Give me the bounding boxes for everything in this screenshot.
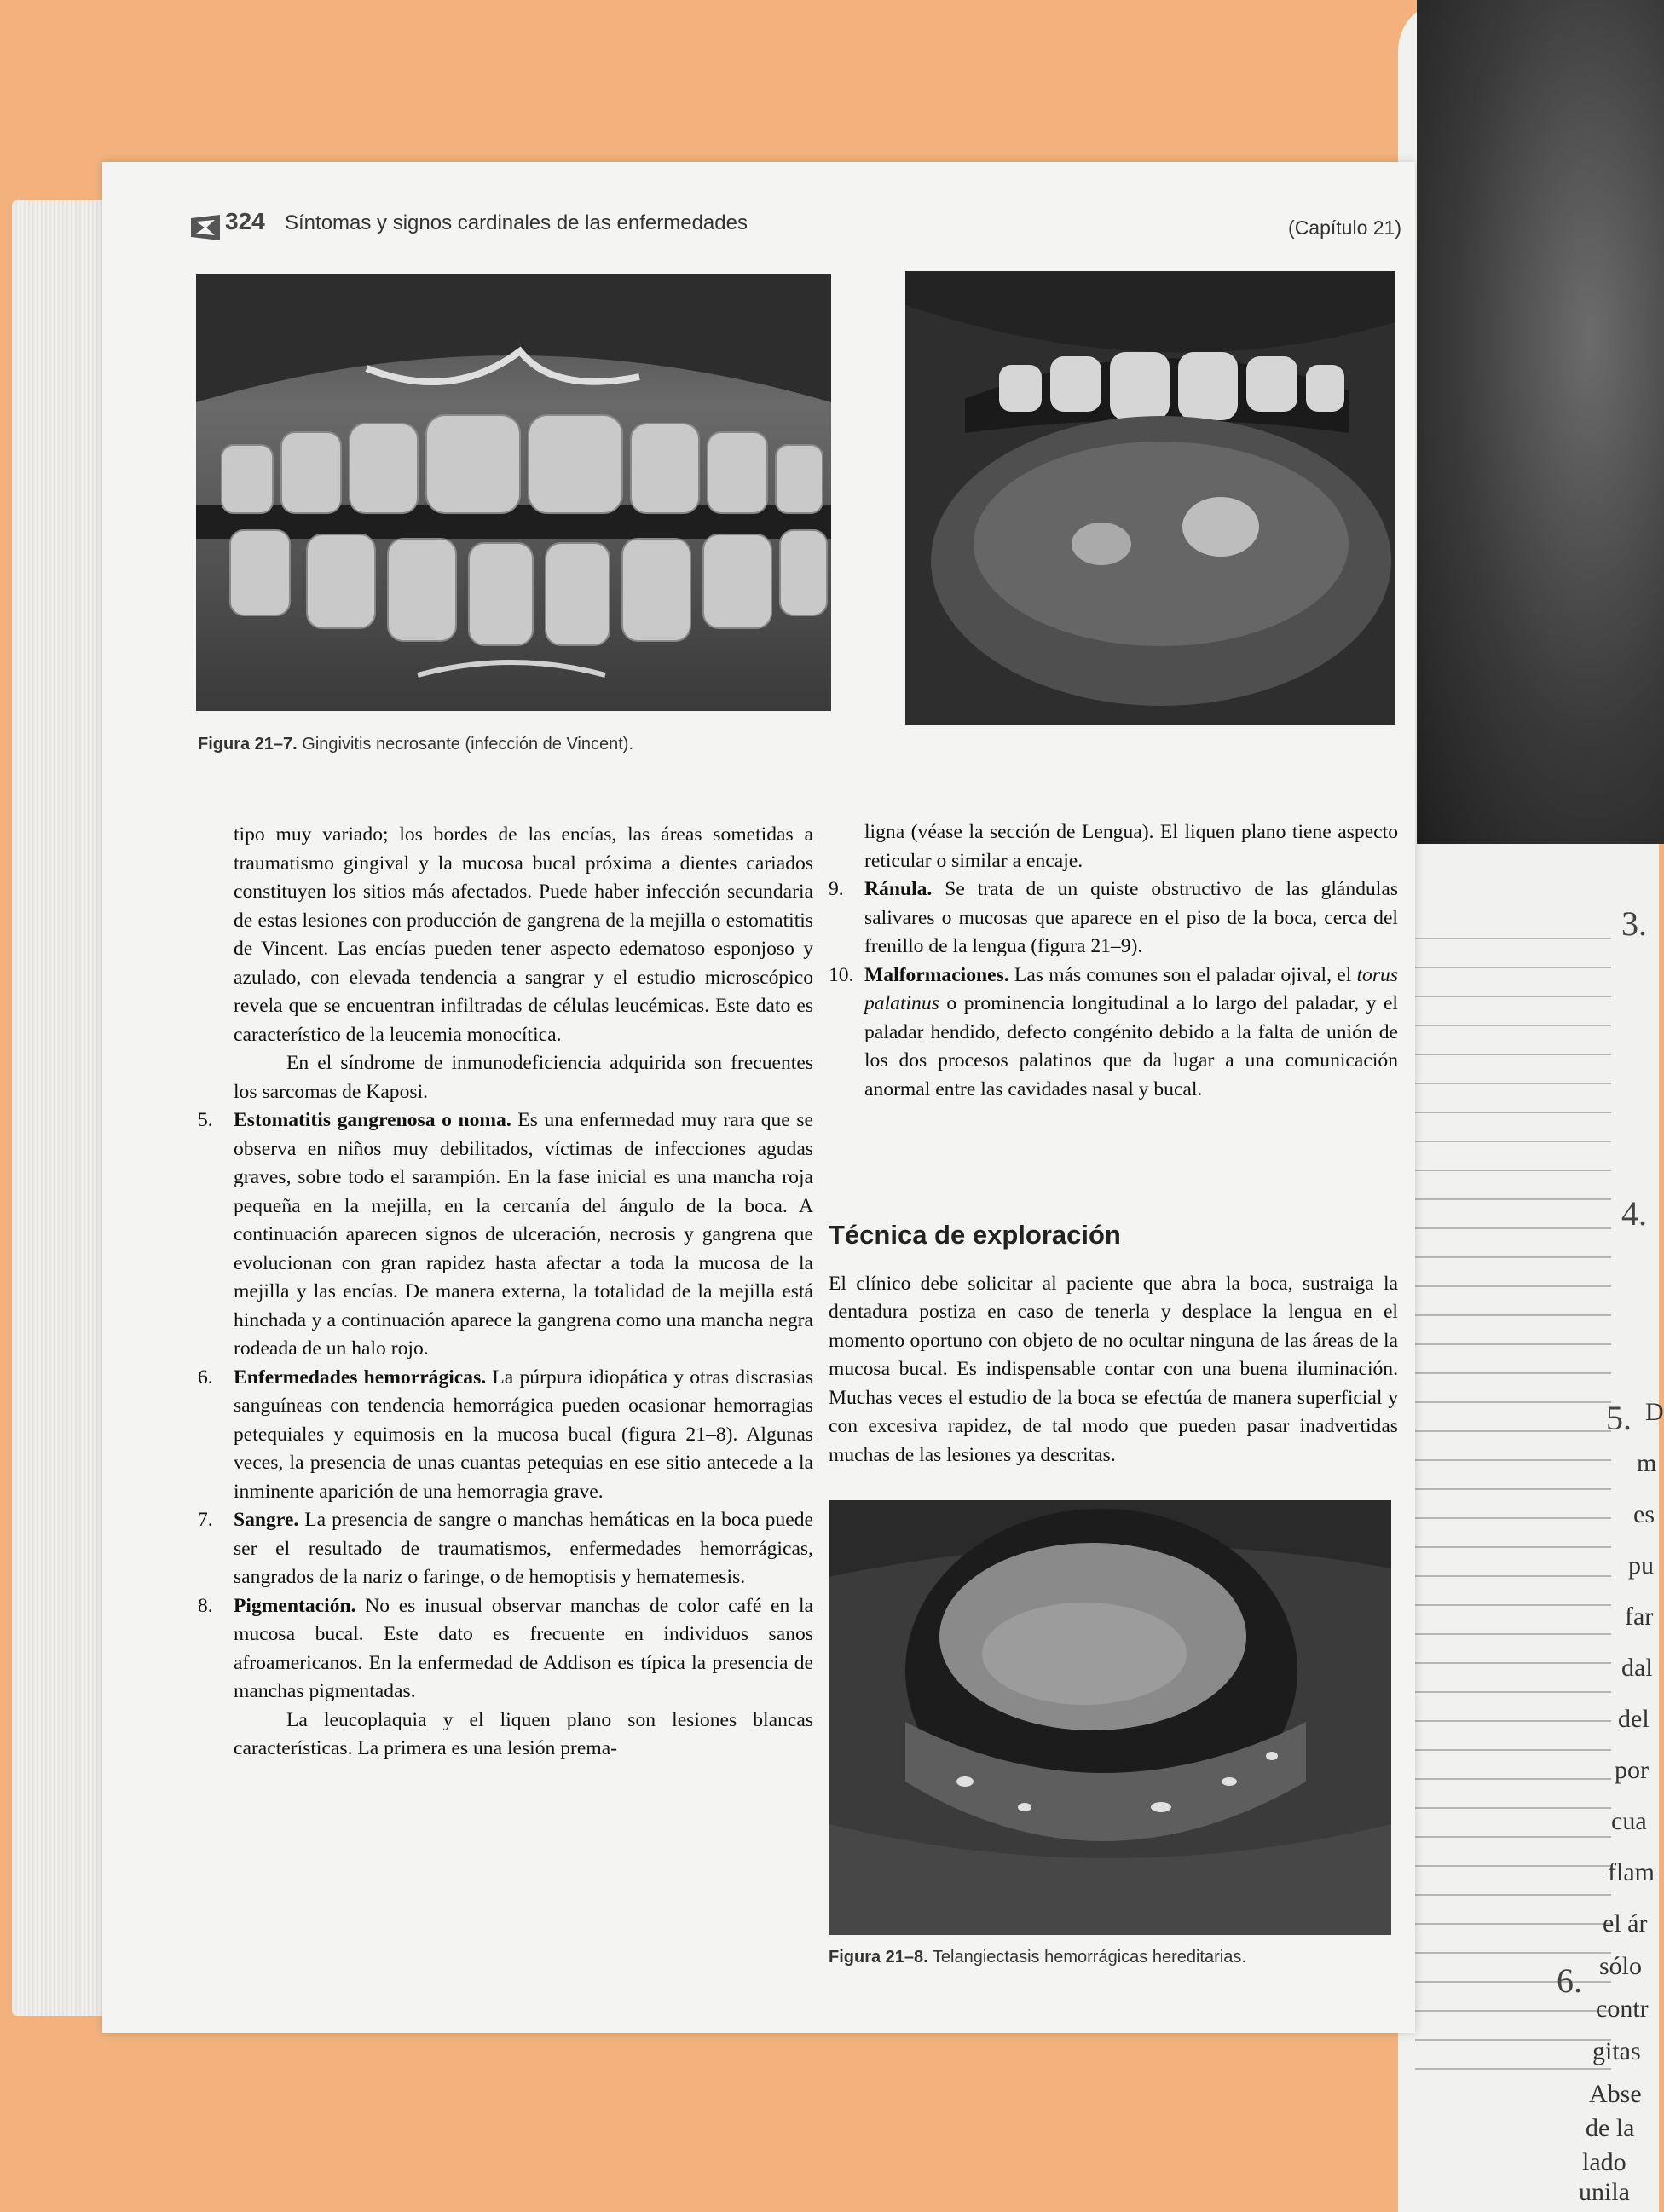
figure-21-8-label: Figura 21–8. — [829, 1948, 928, 1967]
leukemia-paragraph: tipo muy variado; los bordes de las encías, las áreas sometidas a traumatismo gingival y la mucosa bucal próxima a dientes cariados constituyen los sitios más afectados. Puede haber infección secundaria de estas lesiones con producción de gangrena de la mejilla o estomatitis de Vincent. Las encías pueden tener aspecto edematoso esponjoso y azulado, con elevada tendencia a sangrar y el estudio microscópico revela que se encuentran infiltradas de células leucémicas. Este dato es característico de la leucemia monocítica. — [234, 823, 813, 1046]
list-italic-term: torus palatinus — [864, 963, 1398, 1014]
list-item-9 — [829, 875, 1398, 962]
list-item-6 — [198, 1364, 813, 1507]
publisher-logo-icon — [191, 215, 220, 240]
exploration-paragraph: El clínico debe solicitar al paciente que abra la boca, sustraiga la dentadura postiza en caso de tenerla y desplace la lengua en el momento oportuno con objeto de no ocultar ninguna de las áreas de la mucosa bucal. Es indispensable contar con una buena iluminación. Muchas veces el estudio de la boca se efectúa de manera superficial y con excesiva rapidez, de tal modo que pueden pasar inadvertidas muchas de las lesiones ya descritas. — [829, 1272, 1398, 1466]
list-term: Ránula. — [864, 878, 933, 900]
list-item-10 — [829, 962, 1398, 1105]
book-page — [102, 162, 1415, 2033]
next-page-fragment: Abse — [1589, 2080, 1642, 2108]
list-term: Enfermedades hemorrágicas. — [234, 1366, 487, 1389]
book-page-edges — [12, 200, 106, 2016]
next-page-fragment: dal — [1621, 1654, 1653, 1682]
section-heading: Técnica de exploración — [829, 1220, 1121, 1250]
figure-21-8-photo — [829, 1500, 1391, 1935]
figure-21-7-caption — [198, 735, 633, 754]
figure-21-7-label: Figura 21–7. — [198, 735, 298, 754]
next-page-fragment: contr — [1596, 1995, 1649, 2023]
list-text: Las más comunes son el paladar ojival, el — [1008, 963, 1357, 986]
list-text: La presencia de sangre o manchas hemáticas en la boca puede ser el resultado de traumatismos, enfermedades hemorrágicas, sangrados de la nariz o faringe, o de hemoptisis y hematemesis. — [234, 1509, 813, 1588]
page-header — [191, 208, 1401, 247]
facing-page-photo — [1417, 0, 1664, 844]
left-text-column — [198, 821, 813, 1764]
next-page-fragment: lado — [1582, 2148, 1626, 2176]
list-term: Sangre. — [234, 1509, 299, 1531]
right-text-column — [829, 818, 1398, 1104]
next-page-fragment: D — [1645, 1398, 1664, 1426]
leukoplakia-paragraph: La leucoplaquia y el liquen plano son lesiones blancas características. La primera es una lesión prema- — [234, 1708, 813, 1759]
list-text: Se trata de un quiste obstructivo de las glándulas salivares o mucosas que aparece en el piso de la boca, cerca del frenillo de la lengua (figura 21–9). — [864, 878, 1398, 957]
next-page-fragment: el ár — [1603, 1909, 1648, 1938]
list-text: Es una enfermedad muy rara que se observa en niños muy debilitados, víctimas de infecciones agudas graves, sobre todo el sarampión. En la fase inicial es una mancha roja pequeña en la mejilla, en la cercanía del ángulo de la boca. A continuación aparecen signos de ulceración, necrosis y gangrena que evolucionan con gran rapidez hasta afectar a toda la mucosa de la mejilla y las encías. De manera externa, la totalidad de la mejilla está hinchada y a continuación aparece la gangrena como una mancha negra rodeada de un halo rojo. — [234, 1109, 813, 1360]
next-page-mark-5: 5. — [1606, 1399, 1632, 1437]
next-page-fragment: es — [1633, 1500, 1655, 1528]
next-page-fragment: gitas — [1592, 2037, 1641, 2065]
exploration-section — [829, 1221, 1398, 1470]
lichen-continuation: ligna (véase la sección de Lengua). El liquen plano tiene aspecto reticular o similar a encaje. — [864, 821, 1398, 872]
next-page-fragment: pu — [1628, 1551, 1654, 1580]
next-page-fragment: por — [1615, 1756, 1649, 1784]
list-item-7 — [198, 1506, 813, 1592]
next-page-fragment: cua — [1611, 1807, 1647, 1835]
list-number: 9. — [829, 878, 844, 900]
list-term: Estomatitis gangrenosa o noma. — [234, 1109, 511, 1131]
list-number: 7. — [198, 1509, 213, 1531]
list-item-8 — [198, 1592, 813, 1707]
list-number: 6. — [198, 1366, 213, 1389]
next-page-fragment: sólo — [1599, 1952, 1643, 1980]
list-item-5 — [198, 1106, 813, 1364]
next-page-fragment: m — [1637, 1449, 1657, 1477]
next-page-fragment: de la — [1586, 2114, 1635, 2142]
figure-21-8-caption-text: Telangiectasis hemorrágicas hereditarias. — [932, 1948, 1246, 1967]
list-text: No es inusual observar manchas de color café en la mucosa bucal. Este dato es frecuente en individuos sanos afroamericanos. En la enfermedad de Addison es típica la presencia de manchas pigmentadas. — [234, 1594, 813, 1702]
list-text: La púrpura idiopática y otras discrasias sanguíneas con tendencia hemorrágica pueden ocasionar hemorragias petequiales y equimosis en la mucosa bucal (figura 21–8). Algunas veces, la presencia de unas cuantas petequias en ese sitio antecede a la inminente aparición de una hemorragia grave. — [234, 1366, 813, 1503]
facing-page — [1398, 0, 1664, 2212]
next-page-fragment: far — [1625, 1603, 1654, 1631]
list-text: o prominencia longitudinal a lo largo del paladar, y el paladar hendido, defecto congénito debido a la falta de unión de los dos procesos palatinos que da lugar a una comunicación anormal entre las cavidades nasal y bucal. — [864, 992, 1398, 1100]
list-number: 5. — [198, 1109, 213, 1131]
next-page-fragment: flam — [1608, 1858, 1655, 1886]
lip-lesion-photo — [905, 271, 1395, 725]
chapter-reference: (Capítulo 21) — [1288, 217, 1401, 239]
page-number: 324 — [225, 208, 265, 234]
next-page-mark-6: 6. — [1557, 1961, 1582, 2000]
next-page-mark-4: 4. — [1621, 1194, 1647, 1233]
next-page-fragment: unila — [1579, 2178, 1630, 2206]
list-term: Malformaciones. — [864, 963, 1009, 986]
list-number: 10. — [829, 963, 854, 986]
next-page-mark-3: 3. — [1621, 904, 1647, 943]
list-number: 8. — [198, 1594, 213, 1617]
figure-21-8-caption — [829, 1948, 1246, 1967]
list-term: Pigmentación. — [234, 1594, 356, 1617]
figure-21-7-photo — [196, 274, 831, 711]
next-page-fragment: del — [1618, 1705, 1650, 1733]
aids-paragraph: En el síndrome de inmunodeficiencia adquirida son frecuentes los sarcomas de Kaposi. — [234, 1052, 813, 1103]
figure-21-7-caption-text: Gingivitis necrosante (infección de Vincent). — [302, 735, 634, 754]
running-head: Síntomas y signos cardinales de las enfermedades — [285, 211, 748, 234]
